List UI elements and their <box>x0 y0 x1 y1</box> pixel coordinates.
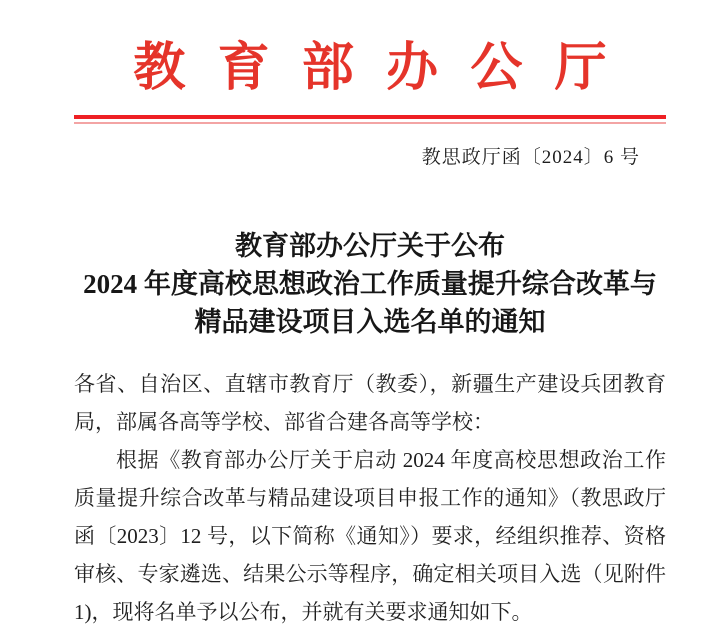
notice-title-line-1: 教育部办公厅关于公布 <box>235 231 505 261</box>
salutation-paragraph: 各省、自治区、直辖市教育厅（教委），新疆生产建设兵团教育局，部属各高等学校、部省合建各高等学校： <box>74 372 666 434</box>
masthead-divider-thin-line <box>74 122 666 124</box>
document-reference-number: 教思政厅函〔2024〕6 号 <box>421 147 640 168</box>
notice-title-line-2: 2024 年度高校思想政治工作质量提升综合改革与 <box>83 269 657 299</box>
document-content <box>74 38 666 631</box>
notice-title <box>74 227 666 341</box>
notice-body <box>74 365 666 631</box>
masthead-agency-name: 教育部办公厅 <box>133 40 639 97</box>
masthead-divider-thick-line <box>74 115 666 119</box>
notice-title-line-3: 精品建设项目入选名单的通知 <box>194 307 546 337</box>
masthead-divider <box>74 115 666 124</box>
body-paragraph: 根据《教育部办公厅关于启动 2024 年度高校思想政治工作质量提升综合改革与精品建设项目申报工作的通知》（教思政厅函〔2023〕12 号，以下简称《通知》）要求，经组织推荐、资格审核、专家遴选、结果公示等程序，确定相关项目入选（见附件1)，现将名单予以公布，并就有关要求通知如下。 <box>74 448 666 624</box>
